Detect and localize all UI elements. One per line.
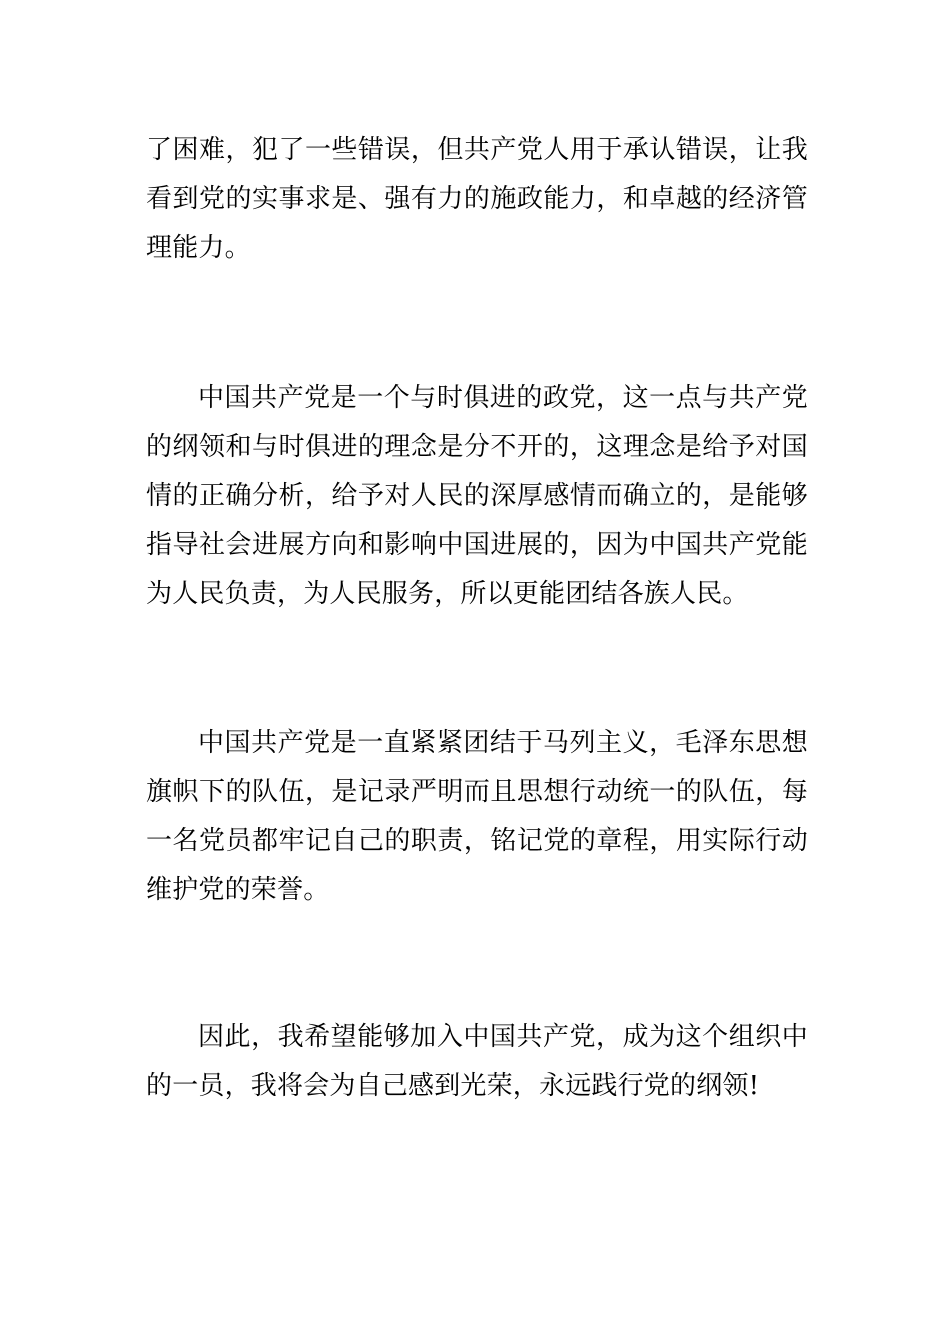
paragraph-application-wish: 因此，我希望能够加入中国共产党，成为这个组织中的一员，我将会为自己感到光荣，永远践行党的纲领! bbox=[146, 1022, 808, 1101]
paragraph-party-unity: 中国共产党是一直紧紧团结于马列主义，毛泽东思想旗帜下的队伍，是记录严明而且思想行动统一的队伍，每一名党员都牢记自己的职责，铭记党的章程，用实际行动维护党的荣誉。 bbox=[146, 728, 808, 905]
paragraph-party-progress: 中国共产党是一个与时俱进的政党，这一点与共产党的纲领和与时俱进的理念是分不开的，这理念是给予对国情的正确分析，给予对人民的深厚感情而确立的，是能够指导社会进展方向和影响中国进展的，因为中国共产党能为人民负责，为人民服务，所以更能团结各族人民。 bbox=[146, 383, 808, 609]
paragraph-continuation: 了困难，犯了一些错误，但共产党人用于承认错误，让我看到党的实事求是、强有力的施政能力，和卓越的经济管理能力。 bbox=[146, 135, 808, 263]
